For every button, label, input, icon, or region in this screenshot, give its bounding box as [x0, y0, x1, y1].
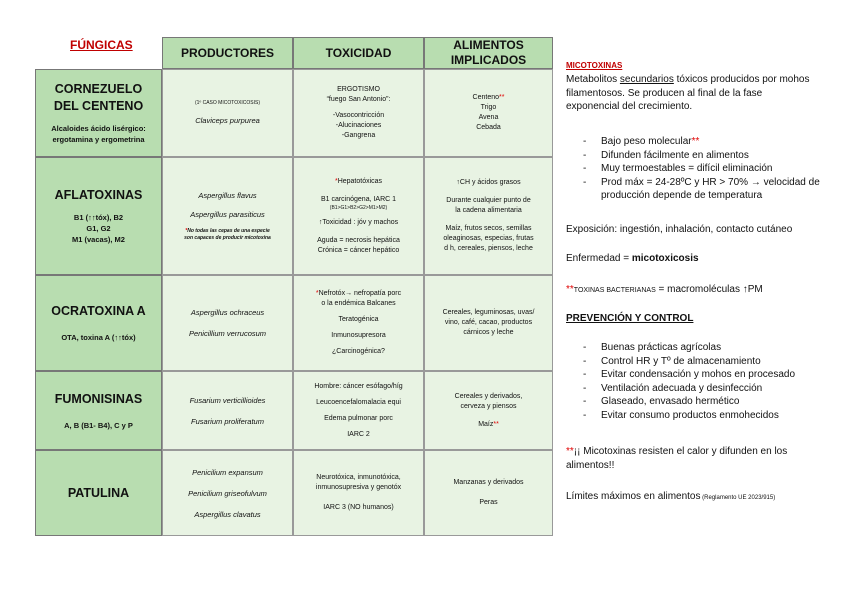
exposicion-text: Exposición: ingestión, inhalación, contacto cutáneo	[566, 224, 793, 235]
micotoxinas-properties-list	[566, 135, 822, 203]
list-item: - Evitar consumo productos enmohecidos	[566, 409, 826, 423]
list-item: - Buenas prácticas agrícolas	[566, 341, 826, 355]
prevencion-list	[566, 341, 826, 422]
list-item: - Prod máx = 24-28ºC y HR > 70% → velocidad de producción depende de temperatura	[566, 176, 822, 203]
patulina-toxicidad: Neurotóxica, inmunotóxica, inmunosupresiva y genotóx IARC 3 (NO humanos)	[293, 450, 424, 536]
fumonisinas-productores: Fusarium verticillioides Fusarium proliferatum	[162, 371, 293, 450]
list-item: - Muy termoestables = difícil eliminación	[566, 162, 822, 176]
list-item: - Ventilación adecuada y desinfección	[566, 382, 826, 396]
micotoxinas-title: MICOTOXINAS	[566, 61, 623, 70]
resistencia-text: **¡¡ Micotoxinas resisten el calor y difunden en los alimentos!!	[566, 446, 788, 471]
patulina-alimentos: Manzanas y derivados Peras	[424, 450, 553, 536]
header-toxicidad: TOXICIDAD	[293, 37, 424, 69]
prevencion-title: PREVENCIÓN Y CONTROL	[566, 313, 694, 324]
toxinas-bacterianas-text: **TOXINAS BACTERIANAS = macromoléculas ↑PM	[566, 284, 763, 295]
table-title: FÚNGICAS	[70, 38, 133, 52]
header-productores: PRODUCTORES	[162, 37, 293, 69]
list-item: - Control HR y Tº de almacenamiento	[566, 355, 826, 369]
enfermedad-text: Enfermedad = micotoxicosis	[566, 253, 699, 264]
row-fumonisinas-name: FUMONISINAS A, B (B1- B4), C y P	[35, 371, 162, 450]
row-cornezuelo-name: CORNEZUELO DEL CENTENO Alcaloides ácido lisérgico: ergotamina y ergometrina	[35, 69, 162, 157]
list-item: - Difunden fácilmente en alimentos	[566, 149, 822, 163]
ocratoxina-toxicidad: *Nefrotóx→ nefropatía porc o la endémica Balcanes Teratogénica Inmunosupresora ¿Carcinogénica?	[293, 275, 424, 371]
aflatoxinas-productores: Aspergillus flavus Aspergillus parasiticus *No todas las cepas de una especie son capaces de producir micotoxina	[162, 157, 293, 275]
list-item: - Evitar condensación y mohos en procesado	[566, 368, 826, 382]
row-ocratoxina-name: OCRATOXINA A OTA, toxina A (↑↑tóx)	[35, 275, 162, 371]
list-item: - Glaseado, envasado hermético	[566, 395, 826, 409]
aflatoxinas-toxicidad: *Hepatotóxicas B1 carcinógena, IARC 1 (B1>G1>B2>G2>M1>M2) ↑Toxicidad : jóv y machos Aguda = necrosis hepática Crónica = cáncer hepático	[293, 157, 424, 275]
ocratoxina-alimentos: Cereales, leguminosas, uvas/ vino, café, cacao, productos cárnicos y leche	[424, 275, 553, 371]
cornezuelo-alimentos: Centeno** Trigo Avena Cebada	[424, 69, 553, 157]
patulina-productores: Penicilium expansum Penicilium griseofulvum Aspergillus clavatus	[162, 450, 293, 536]
ocratoxina-productores: Aspergillus ochraceus Penicillium verrucosum	[162, 275, 293, 371]
row-aflatoxinas-name: AFLATOXINAS B1 (↑↑tóx), B2 G1, G2 M1 (vacas), M2	[35, 157, 162, 275]
cornezuelo-productores: (1º CASO MICOTOXICOSIS) Claviceps purpurea	[162, 69, 293, 157]
aflatoxinas-alimentos: ↑CH y ácidos grasos Durante cualquier punto de la cadena alimentaria Maíz, frutos secos, semillas oleaginosas, especias, frutas d h, cereales, piensos, leche	[424, 157, 553, 275]
row-patulina-name: PATULINA	[35, 450, 162, 536]
header-alimentos: ALIMENTOS IMPLICADOS	[424, 37, 553, 69]
limites-text: Límites máximos en alimentos (Reglamento UE 2023/915)	[566, 491, 776, 502]
fumonisinas-toxicidad: Hombre: cáncer esófago/híg Leucoencefalomalacia equi Edema pulmonar porc IARC 2	[293, 371, 424, 450]
fumonisinas-alimentos: Cereales y derivados, cerveza y piensos Maíz**	[424, 371, 553, 450]
cornezuelo-toxicidad: ERGOTISMO “fuego San Antonio”: -Vasocontricción -Alucinaciones -Gangrena	[293, 69, 424, 157]
list-item: - Bajo peso molecular**	[566, 135, 822, 149]
micotoxinas-intro: Metabolitos secundarios tóxicos producidos por mohos filamentosos. Se producen al final de la fase exponencial del crecimiento.	[566, 74, 810, 112]
